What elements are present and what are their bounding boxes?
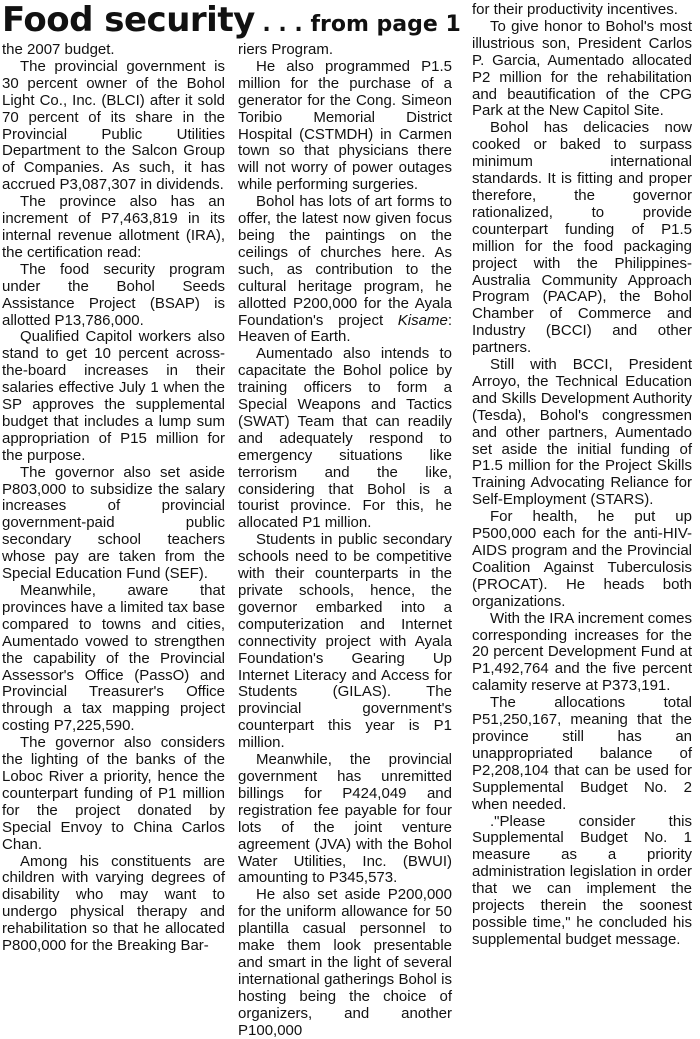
paragraph: The governor also considers the lighting of the banks of the Loboc River a priority, hence the counterpart funding of P1 million for the project donated by Special Envoy to China Carlos Chan. [2, 734, 225, 853]
paragraph: Aumentado also intends to capacitate the Bohol police by training officers to form a Special Weapons and Tactics (SWAT) Team that can readily and adequately respond to emergency situations like terrorism and the like, considering that Bohol is a tourist province. For this, he allocated P1 million. [238, 345, 452, 532]
paragraph: Still with BCCI, President Arroyo, the Technical Education and Skills Development Authority (Tesda), Bohol's congressmen and other partners, Aumentado set aside the initial funding of P1.5 million for the Project Skills Training Advocating Reliance for Self-Employment (STARS). [472, 356, 692, 509]
paragraph: riers Program. [238, 41, 334, 58]
project-subtitle: : Heaven of Earth. [238, 311, 452, 346]
article-column-2 [238, 42, 452, 1039]
paragraph: The allocations total P51,250,167, meaning that the province still has an unappropriated balance of P2,208,104 that can be used for Supplemental Budget No. 2 when needed. [472, 694, 692, 813]
headline-title: Food security [2, 0, 255, 40]
paragraph: for their productivity incentives. [472, 1, 678, 18]
paragraph: He also programmed P1.5 million for the purchase of a generator for the Cong. Simeon Toribio Memorial District Hospital (CSTMDH) in Carmen town so that physicians there will not worry of power outages while performing surgeries. [238, 57, 452, 194]
paragraph: The governor also set aside P803,000 to subsidize the salary increases of provincial government-paid public secondary school teachers whose pay are taken from the Special Education Fund (SEF). [2, 463, 225, 583]
paragraph: ."Please consider this Supplemental Budget No. 1 measure as a priority administration legislation in order that we can implement the projects therein the soonest possible time," he concluded his supplemental budget message. [472, 812, 692, 948]
paragraph: To give honor to Bohol's most illustrious son, President Carlos P. Garcia, Aumentado allocated P2 million for the rehabilitation and beautification of the CPG Park at the New Capitol Site. [472, 17, 692, 120]
paragraph: the 2007 budget. [2, 41, 115, 58]
paragraph: Meanwhile, the provincial government has unremitted billings for P424,049 and registration fee payable for four lots of the joint venture agreement (JVA) with the Bohol Water Utilities, Inc. (BWUI) amounting to P345,573. [238, 751, 452, 887]
headline-continued: . . . from page 1 [254, 12, 461, 37]
article-column-1 [2, 42, 225, 955]
article-column-3 [472, 2, 692, 949]
paragraph: The provincial government is 30 percent owner of the Bohol Light Co., Inc. (BLCI) after it sold 70 percent of its share in the Provincial Public Utilities Department to the Salcon Group of Companies. As such, it has accrued P3,087,307 in dividends. [2, 57, 225, 194]
paragraph: For health, he put up P500,000 each for the anti-HIV-AIDS program and the Provincial Coalition Against Tuberculosis (PROCAT). He heads both organizations. [472, 508, 692, 610]
paragraph: Meanwhile, aware that provinces have a limited tax base compared to towns and cities, Aumentado vowed to strengthen the capability of the Provincial Assessor's Office (PassO) and Provincial Treasurer's Office through a tax mapping project costing P7,225,590. [2, 582, 225, 735]
paragraph-kisame [238, 194, 452, 346]
paragraph-text: Bohol has lots of art forms to offer, the latest now given focus being the paintings on the ceilings of churches here. As such, as contribution to the cultural heritage program, he allotted P200,000 for the Ayala Foundation's project [238, 193, 452, 329]
paragraph: Students in public secondary schools need to be competitive with their counterparts in the private schools, hence, the governor embarked into a computerization and Internet connectivity project with Ayala Foundation's Gearing Up Internet Literacy and Access for Students (GILAS). The provincial government's counterpart this year is P1 million. [238, 531, 452, 752]
paragraph: With the IRA increment comes corresponding increases for the 20 percent Development Fund at P1,492,764 and the five percent calamity reserve at P373,191. [472, 609, 692, 695]
paragraph: Among his constituents are children with varying degrees of disability who may want to undergo physical therapy and rehabilitation so that he allocated P800,000 for the Breaking Bar- [2, 852, 225, 955]
paragraph: The province also has an increment of P7,463,819 in its internal revenue allotment (IRA), the certification read: [2, 193, 225, 261]
paragraph: Qualified Capitol workers also stand to get 10 percent across-the-board increases in their salaries effective July 1 when the SP approves the supplemental budget that includes a lump sum appropriation of P15 million for the purpose. [2, 328, 225, 464]
paragraph: He also set aside P200,000 for the uniform allowance for 50 plantilla casual personnel to make them look presentable and smart in the light of several international gatherings Bohol is hosting being the choice of organizers, and another P100,000 [238, 886, 452, 1039]
paragraph: The food security program under the Bohol Seeds Assistance Project (BSAP) is allotted P13,786,000. [2, 260, 225, 329]
headline [2, 0, 462, 44]
project-title: Kisame [397, 311, 448, 329]
paragraph: Bohol has delicacies now cooked or baked to surpass minimum international standards. It is fitting and proper therefore, the governor rationalized, to provide counterpart funding of P1.5 million for the food packaging project with the Philippines-Australia Community Approach Program (PACAP), the Bohol Chamber of Commerce and Industry (BCCI) and other partners. [472, 119, 692, 357]
